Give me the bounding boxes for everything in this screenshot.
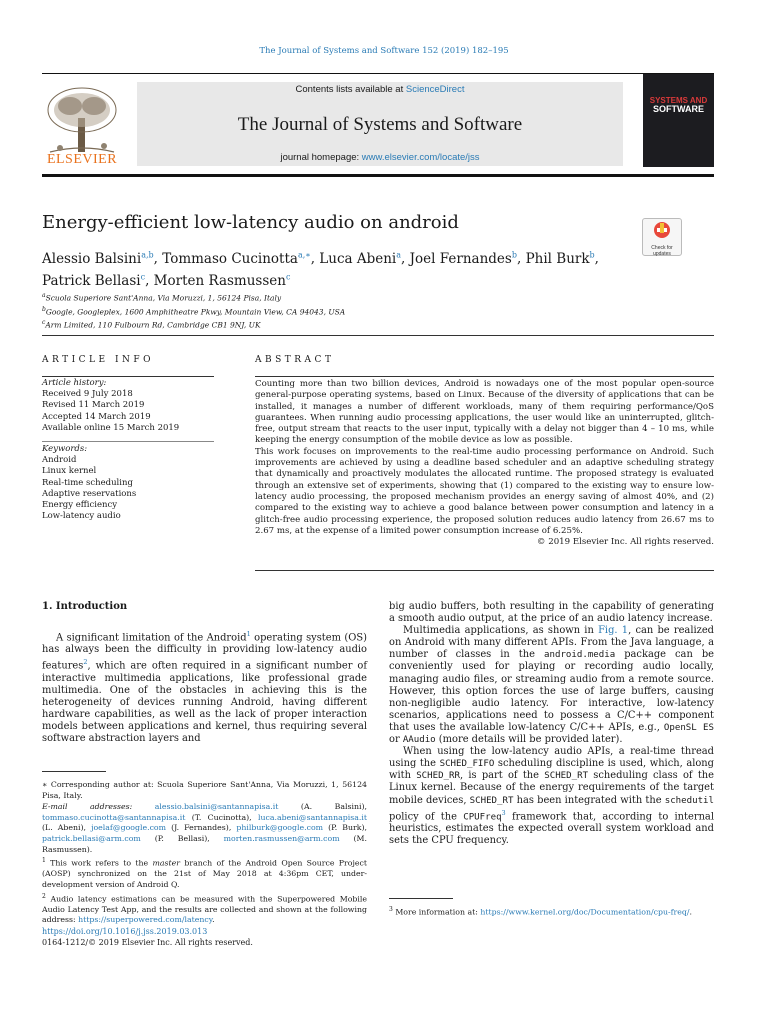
journal-title: The Journal of Systems and Software: [237, 114, 523, 135]
email-link[interactable]: joelaf@google.com: [91, 823, 167, 833]
doi-link[interactable]: https://doi.org/10.1016/j.jss.2019.03.013: [42, 927, 208, 936]
footnote-ref-2[interactable]: 2: [83, 658, 88, 667]
email-owner: (J. Fernandes),: [171, 823, 232, 833]
text-run: operating system (OS) has always been the difficulty in providing low-latency audio features: [42, 632, 367, 672]
author[interactable]: [526, 251, 595, 267]
contents-prefix: Contents lists available at: [295, 84, 406, 95]
code-cpufreq: CPUFreq: [463, 811, 502, 822]
email-owner: (T. Cucinotta),: [191, 812, 252, 822]
email-owner: (P. Bellasi),: [154, 833, 210, 843]
contents-line: [137, 84, 623, 95]
author[interactable]: [410, 251, 517, 267]
keyword: Real-time scheduling: [42, 477, 133, 488]
author[interactable]: [319, 251, 401, 267]
affiliation-text: Arm Limited, 110 Fulbourn Rd, Cambridge CB1 9NJ, UK: [45, 320, 261, 330]
affiliation-marks[interactable]: b: [589, 250, 595, 259]
affiliation-mark: b: [42, 305, 46, 313]
footnote-rule: [42, 771, 106, 772]
footnotes-left: [42, 780, 367, 927]
abstract-heading: ABSTRACT: [255, 355, 335, 365]
author[interactable]: [42, 273, 145, 289]
affiliation-text: Google, Googleplex, 1600 Amphitheatre Pkwy, Mountain View, CA 94043, USA: [45, 307, 346, 316]
affiliation: [42, 317, 345, 331]
footnote-1: [42, 856, 367, 890]
author[interactable]: [42, 251, 154, 267]
text-run: policy of the: [389, 810, 464, 822]
corresponding-author-note: ∗ Corresponding author at: Scuola Superiore Sant'Anna, Via Moruzzi, 1, 56124 Pisa, Italy.: [42, 780, 367, 800]
footnotes-right: $^3$ More information at: https://www.kernel.org/doc/Documentation/cpu-freq/.: [389, 906, 692, 917]
author-name: Tommaso Cucinotta: [162, 250, 298, 267]
author-name: Joel Fernandes: [409, 250, 512, 267]
email-link[interactable]: luca.abeni@santannapisa.it: [258, 812, 367, 822]
article-info-rule: [42, 376, 214, 377]
cover-title-line2: SOFTWARE: [653, 104, 704, 114]
affiliation-text: Scuola Superiore Sant'Anna, Via Moruzzi, 1, 56124 Pisa, Italy: [45, 293, 282, 303]
history-item: Revised 11 March 2019: [42, 400, 145, 411]
author[interactable]: [154, 273, 291, 289]
code-sched-rt: SCHED_RT: [544, 771, 589, 782]
superpowered-link[interactable]: https://superpowered.com/latency: [78, 915, 213, 925]
keyword: Low-latency audio: [42, 511, 121, 522]
keywords-rule: [42, 441, 214, 442]
author-name: Patrick Bellasi: [42, 272, 141, 289]
abstract-copyright: © 2019 Elsevier Inc. All rights reserved.: [536, 537, 714, 548]
section-rule: [42, 335, 714, 336]
keyword: Energy efficiency: [42, 500, 118, 511]
doi-block: [42, 926, 253, 948]
body-right-column: [389, 601, 714, 847]
author-list: Alessio Balsini$^{a,b}$, Tommaso Cucinotta$^{a,∗}$, Luca Abeni$^a$, Joel Fernandes$^b$, Phil Burk$^b$, Patrick Bellasi$^c$, Morten Rasmussen$^c$: [42, 250, 599, 289]
code-sched-rt: SCHED_RT: [469, 795, 514, 806]
code-opensl-es: OpenSL ES: [663, 722, 714, 733]
footnote-2: $^2$ Audio latency estimations can be measured with the Superpowered Mobile Audio Latency Test App, and the results are collected and shown at the following address: https://superpowered.com/latency.: [42, 892, 367, 925]
issn-line: 0164-1212/© 2019 Elsevier Inc. All rights reserved.: [42, 938, 253, 947]
affiliation-marks[interactable]: b: [511, 250, 517, 259]
text-run: This work refers to the: [50, 858, 153, 868]
masthead: [42, 73, 714, 170]
code-aaudio: AAudio: [402, 735, 436, 746]
affiliation-marks[interactable]: c: [140, 272, 146, 281]
journal-citation[interactable]: The Journal of Systems and Software 152 (2019) 182–195: [259, 46, 509, 56]
keywords: [42, 444, 136, 522]
text-run: Multimedia applications, as shown in: [403, 625, 599, 637]
email-owner: (L. Abeni),: [42, 823, 87, 833]
text-run: scheduling class of the Linux kernel. Because of the energy requirements of the target mobile devices,: [389, 770, 714, 806]
email-owner: (P. Burk),: [328, 823, 368, 833]
homepage-prefix: journal homepage:: [280, 152, 362, 163]
abstract-body: [255, 379, 714, 548]
footnote-rule: [389, 898, 453, 899]
abstract-paragraph: This work focuses on improvements to the real-time audio processing performance on Android. Such improvements are achieved by using a deadline based scheduler and an adaptive scheduling strategy that dynamically and proactively modulates the allocated runtime. The proposed strategy is evaluated through an extensive set of experiments, showing that (1) compared to the existing way to ensure low-latency audio processing, the proposed mechanism provides an energy saving of almost 40%, and (2) compared to the existing way to achieve a good balance between power consumption and latency in a glitch-free audio processing experience, the proposed solution reduces audio latency from 26.67 ms to 2.67 ms, at the expense of a limited power consumption increase of 6.25%.: [255, 446, 714, 536]
footnote-mark: 1: [42, 857, 46, 865]
text-run: , is part of the: [460, 770, 545, 782]
introduction-heading: 1. Introduction: [42, 601, 128, 612]
history-label: Article history:: [42, 378, 107, 388]
email-link[interactable]: tommaso.cucinotta@santannapisa.it: [42, 812, 186, 822]
affiliation-marks[interactable]: c: [285, 272, 291, 281]
text-run: , can be realized on Android with many different APIs. From the Java language, a number of classes in the: [389, 625, 715, 661]
author-name: Morten Rasmussen: [153, 272, 286, 289]
figure-1-link[interactable]: Fig. 1: [598, 625, 629, 637]
text-run: or: [389, 734, 403, 746]
crossmark-icon: [643, 219, 681, 241]
author-name: Phil Burk: [525, 250, 590, 267]
code-schedutil: schedutil: [664, 795, 714, 806]
text-run: When using the low-latency audio APIs, a real-time thread using the: [389, 746, 714, 770]
text-run: A significant limitation of the Android: [56, 632, 247, 644]
homepage-line: [137, 152, 623, 163]
email-link[interactable]: alessio.balsini@santannapisa.it: [154, 802, 279, 812]
abstract-bottom-rule: [255, 570, 714, 571]
code-sched-fifo: SCHED_FIFO: [439, 759, 495, 770]
journal-cover-image: [643, 74, 714, 167]
footnote-ref-3[interactable]: 3: [501, 808, 506, 817]
email-owner: (M. Rasmussen).: [42, 833, 367, 854]
email-owner: (A. Balsini),: [300, 802, 367, 812]
check-for-updates-badge[interactable]: [642, 218, 682, 256]
article-title: Energy-efficient low-latency audio on android: [42, 212, 459, 233]
affiliation-marks[interactable]: a,b: [141, 250, 154, 259]
footnote-mark: 2: [42, 892, 46, 900]
affiliation: [42, 290, 345, 304]
text-run: More information at:: [395, 907, 481, 917]
sciencedirect-link[interactable]: ScienceDirect: [405, 84, 465, 95]
text-run: package can be conveniently used for playing or recording audio locally, managing audio files, or streaming audio from a remote source. However, this option forces the use of large buffers, causing non-negligible audio latency. For interactive, low-latency scenarios, applications need to possess a C/C++ component that uses the available low-latency C/C++ APIs, e.g.,: [389, 649, 714, 733]
abstract-rule: [255, 376, 714, 377]
elsevier-wordmark: ELSEVIER: [46, 152, 118, 167]
keyword: Android: [42, 455, 77, 466]
text-run: master: [152, 858, 181, 868]
email-addresses: [42, 802, 367, 855]
keyword: Linux kernel: [42, 466, 97, 477]
text-run: branch of the Android Open Source Project (AOSP) synchronized on the 21st of May 2018 at 4:36pm CET, under-development version of Android Q.: [42, 858, 367, 889]
article-info-heading: ARTICLE INFO: [42, 355, 155, 365]
text-run: framework that, according to internal heuristics, estimates the expected overall system workload and sets the CPU frequency.: [389, 810, 714, 847]
keyword: Adaptive reservations: [42, 488, 137, 499]
author-name: Alessio Balsini: [42, 250, 142, 267]
email-link[interactable]: morten.rasmussen@arm.com: [223, 833, 340, 843]
affiliation-marks[interactable]: a,∗: [297, 250, 311, 259]
body-paragraph: [389, 625, 714, 746]
kernel-docs-link[interactable]: https://www.kernel.org/doc/Documentation/cpu-freq/: [480, 907, 690, 917]
affiliation-mark: a: [42, 292, 46, 299]
footnote-mark: 3: [389, 906, 393, 913]
abstract-paragraph: Counting more than two billion devices, Android is nowadays one of the most popular open-source general-purpose operating systems, based on Linux. Because of the diversity of applications that can be installed, it manages a number of different workloads, many of them requiring performance/QoS guarantees. When running audio processing applications, the user would like an uninterrupted, glitch-free, output stream that reacts to the user input, typically with a delay not bigger than 4 – 10 ms, while keeping the energy consumption of the mobile device as low as possible.: [255, 379, 714, 446]
text-run: Audio latency estimations can be measured with the Superpowered Mobile Audio Latency Test App, and the results are collected and shown at the following address:: [42, 894, 367, 925]
body-left-column: [42, 628, 367, 745]
body-paragraph: [389, 746, 714, 847]
text-run: has been integrated with the: [513, 794, 665, 806]
body-paragraph: [42, 628, 367, 745]
affiliation-mark: c: [42, 319, 46, 326]
affiliation-marks[interactable]: a: [396, 250, 402, 259]
text-run: (more details will be provided later).: [435, 734, 623, 746]
code-sched-rr: SCHED_RR: [416, 771, 460, 782]
email-label: E-mail addresses:: [42, 802, 133, 812]
cover-title-line1: SYSTEMS AND: [649, 96, 708, 105]
affiliations: [42, 290, 345, 331]
history-item: Accepted 14 March 2019: [42, 411, 151, 422]
text-run: , which are often required in a significant number of interactive multimedia applications, like professional grade multimedia. One of the obstacles in achieving this is the heterogeneity of devices running Android, having different hardware capabilities, as well as the lack of proper interaction models between applications and kernel, thus requiring several software abstraction layers and: [42, 660, 367, 745]
journal-banner: [137, 82, 623, 166]
email-link[interactable]: patrick.bellasi@arm.com: [42, 833, 141, 843]
crossmark-label: Check for updates: [651, 245, 673, 257]
keywords-label: Keywords:: [42, 444, 88, 454]
text-run: scheduling discipline is used, which, along with: [389, 758, 714, 782]
footnote-ref-1[interactable]: 1: [246, 630, 251, 638]
history-item: Available online 15 March 2019: [42, 422, 180, 433]
affiliation: [42, 304, 345, 318]
author-name: Luca Abeni: [319, 250, 397, 267]
body-paragraph: big audio buffers, both resulting in the capability of generating a smooth audio output, at the price of an audio latency increase.: [389, 601, 714, 625]
header-rule: [42, 174, 714, 177]
code-android-media: android.media: [544, 650, 616, 661]
history-item: Received 9 July 2018: [42, 389, 133, 400]
homepage-link[interactable]: www.elsevier.com/locate/jss: [361, 152, 480, 163]
article-history: [42, 378, 179, 434]
email-link[interactable]: philburk@google.com: [236, 823, 324, 833]
author[interactable]: [162, 251, 310, 267]
